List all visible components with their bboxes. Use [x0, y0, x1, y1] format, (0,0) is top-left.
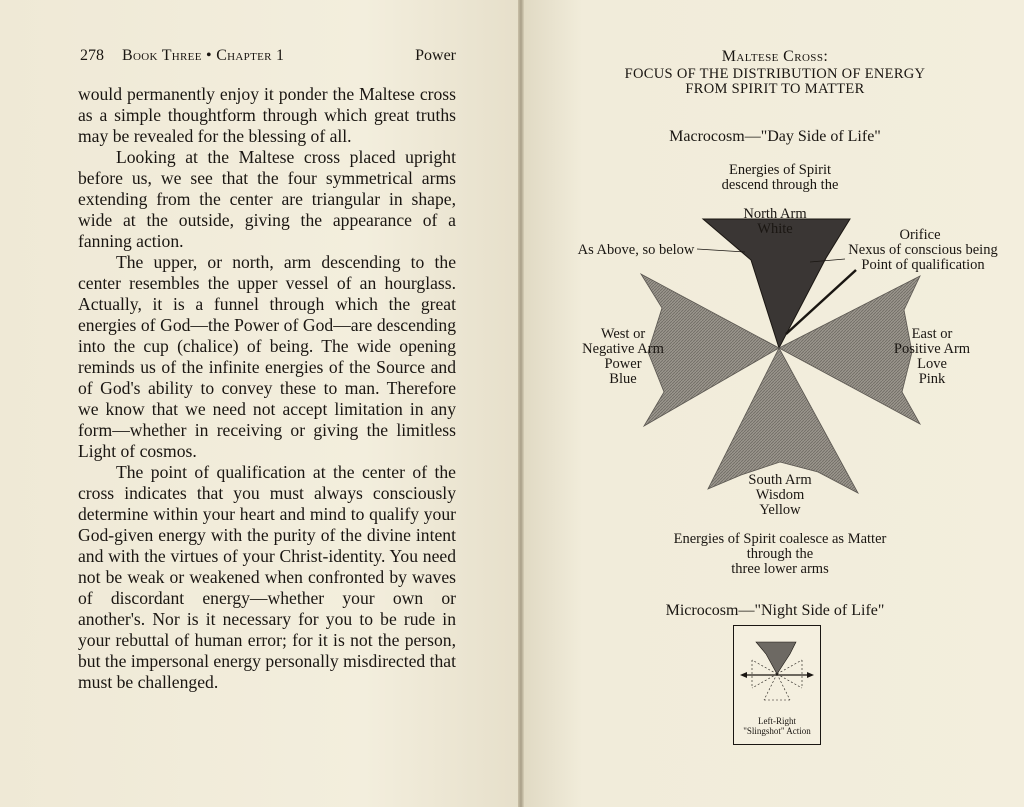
- paragraph: Looking at the Maltese cross placed upright before us, we see that the four symmetrical arms extending from the center are triangular in shape, wide at the outside, giving the appearance of a fanning action.: [78, 147, 456, 251]
- south-arm-label: South Arm Wisdom Yellow: [748, 472, 812, 518]
- mini-caption: Left-Right "Slingshot" Action: [743, 716, 811, 736]
- section-title: Power: [415, 47, 456, 64]
- figure-title: Maltese Cross:: [721, 48, 829, 65]
- nexus-label: Nexus of conscious being Point of qualification: [848, 242, 998, 273]
- microcosm-caption: Microcosm—"Night Side of Life": [665, 602, 885, 619]
- slingshot-diagram: [733, 625, 821, 745]
- coalesce-label: Energies of Spirit coalesce as Matter through the three lower arms: [673, 531, 887, 577]
- page-number: 278: [80, 47, 104, 64]
- paragraph: The upper, or north, arm descending to the center resembles the upper vessel of an hourglass. Actually, it is a funnel through which the great energies of God—the Power of God—are descending into the cup (chalice) of being. The wide opening reminds us of the infinite energies of the Source and of God's ability to convey these to man. Therefore we know that we need not accept limitation in any form—whether in receiving or giving the limitless Light of cosmos.: [78, 252, 456, 461]
- figure-subtitle: FROM SPIRIT TO MATTER: [685, 81, 865, 97]
- figure-subtitle: FOCUS OF THE DISTRIBUTION OF ENERGY: [624, 66, 926, 82]
- north-arm-label: North Arm White: [743, 206, 807, 237]
- west-arm-label: West or Negative Arm Power Blue: [582, 326, 664, 387]
- arrow-head-left-icon: [740, 672, 747, 678]
- paragraph: would permanently enjoy it ponder the Maltese cross as a simple thoughtform through which great truths may be revealed for the blessing of all.: [78, 84, 456, 146]
- as-above-label: As Above, so below: [577, 242, 695, 258]
- body-text: [78, 84, 456, 693]
- energies-spirit-label: Energies of Spirit descend through the: [721, 162, 839, 193]
- mini-north-arm: [756, 642, 796, 674]
- running-head: Book Three • Chapter 1: [122, 47, 285, 64]
- paragraph: The point of qualification at the center of the cross indicates that you must always consciously determine within your heart and mind to qualify your God-given energy with the purity of the divine intent and with the virtues of your Christ-identity. You need not be weak or weakened when confronted by waves of discordant energy—whether your own or another's. Nor is it necessary for you to be rude in your rebuttal of human error; for it is not the person, but the impersonal energy personally misdirected that must be challenged.: [78, 462, 456, 692]
- arrow-head-right-icon: [807, 672, 814, 678]
- east-arm-label: East or Positive Arm Love Pink: [893, 326, 971, 387]
- orifice-label: Orifice: [899, 227, 941, 243]
- macrocosm-caption: Macrocosm—"Day Side of Life": [669, 128, 881, 145]
